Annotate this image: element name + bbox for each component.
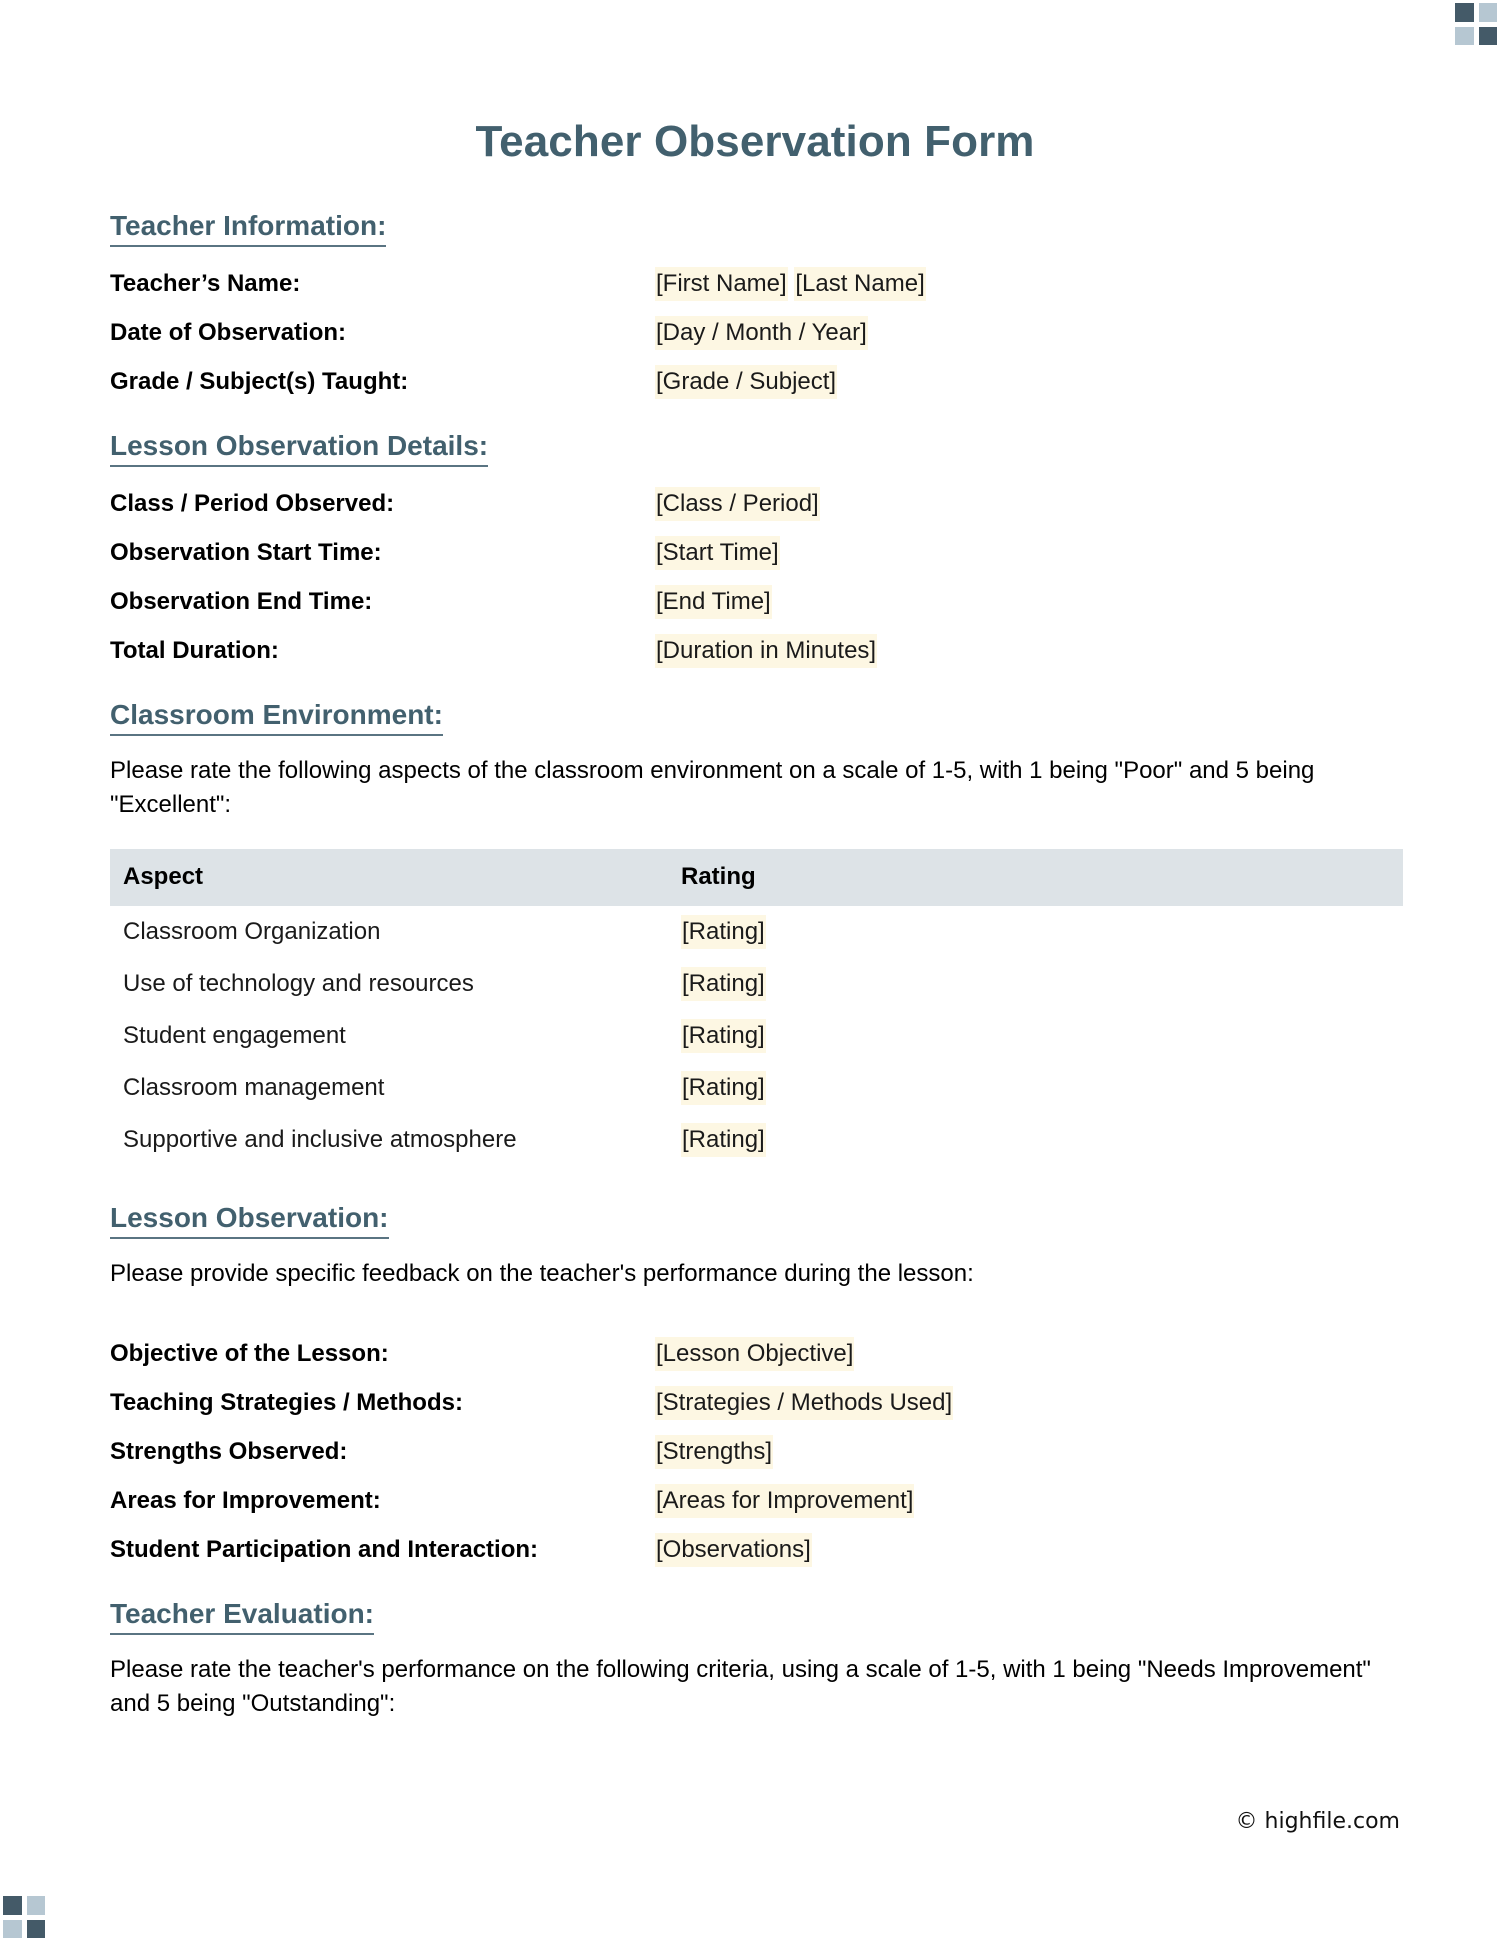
placeholder-token[interactable]: [Last Name] — [794, 267, 925, 301]
section-heading-lesson-observation-details: Lesson Observation Details: — [110, 428, 488, 467]
field-row-grade-subject-taught — [110, 370, 1400, 394]
field-label: Total Duration: — [110, 637, 279, 665]
field-label: Grade / Subject(s) Taught: — [110, 368, 409, 396]
corner-square-4 — [1479, 27, 1498, 46]
placeholder-token[interactable]: [End Time] — [655, 585, 772, 619]
field-value[interactable] — [655, 1486, 914, 1514]
placeholder-token[interactable]: [Rating] — [681, 1123, 766, 1157]
field-label: Date of Observation: — [110, 319, 347, 347]
field-row-student-participation-and-interaction — [110, 1535, 1400, 1563]
field-value[interactable] — [655, 1339, 854, 1367]
corner-decoration-bottom-left — [3, 1896, 45, 1938]
field-row-areas-for-improvement — [110, 1486, 1400, 1514]
corner-square-1 — [1455, 3, 1474, 22]
corner-square-2 — [1479, 3, 1498, 22]
section-teacher-information — [110, 208, 1400, 394]
table-row — [110, 1062, 1403, 1114]
placeholder-token[interactable]: [First Name] — [655, 267, 788, 301]
spacer — [110, 1562, 1400, 1596]
spacer — [110, 1166, 1400, 1200]
column-header-rating: Rating — [668, 849, 1403, 906]
cell-rating[interactable] — [668, 1114, 1403, 1166]
table-row — [110, 906, 1403, 958]
section-heading-teacher-evaluation: Teacher Evaluation: — [110, 1596, 374, 1635]
corner-decoration-top-right — [1455, 3, 1497, 45]
field-value[interactable] — [655, 321, 868, 345]
table-header-row — [110, 849, 1403, 906]
field-value[interactable] — [655, 272, 926, 296]
heading-wrap — [110, 1200, 1400, 1239]
field-row-observation-end-time — [110, 590, 1400, 614]
placeholder-token[interactable]: [Strategies / Methods Used] — [655, 1386, 953, 1420]
section-lesson-observation — [110, 1200, 1400, 1562]
table-row — [110, 1010, 1403, 1062]
cell-aspect: Supportive and inclusive atmosphere — [123, 1125, 517, 1153]
table-body — [110, 906, 1403, 1166]
section-teacher-evaluation — [110, 1596, 1400, 1721]
spacer — [110, 663, 1400, 697]
lesson-observation-instruction: Please provide specific feedback on the teacher's performance during the lesson: — [110, 1259, 974, 1287]
field-label: Strengths Observed: — [110, 1437, 348, 1465]
heading-wrap — [110, 697, 1400, 736]
corner-square-1 — [3, 1896, 22, 1915]
placeholder-token[interactable]: [Strengths] — [655, 1435, 773, 1469]
cell-rating[interactable] — [668, 906, 1403, 958]
cell-rating[interactable] — [668, 958, 1403, 1010]
classroom-environment-instruction: Please rate the following aspects of the classroom environment on a scale of 1-5, with 1 being "Poor" and 5 being "Excellent": — [110, 757, 1315, 819]
field-value[interactable] — [655, 1437, 773, 1465]
footer-credit: © highfile.com — [1235, 1809, 1400, 1834]
field-label: Class / Period Observed: — [110, 490, 395, 518]
table-head — [110, 849, 1403, 906]
section-heading-classroom-environment: Classroom Environment: — [110, 697, 443, 736]
field-value[interactable] — [655, 1388, 953, 1416]
field-label: Teacher’s Name: — [110, 270, 301, 298]
table-row — [110, 958, 1403, 1010]
field-label: Areas for Improvement: — [110, 1486, 381, 1514]
field-value[interactable] — [655, 1535, 812, 1563]
field-value[interactable] — [655, 370, 837, 394]
section-classroom-environment — [110, 697, 1400, 1165]
field-value[interactable] — [655, 639, 877, 663]
placeholder-token[interactable]: [Lesson Objective] — [655, 1337, 854, 1371]
field-label: Student Participation and Interaction: — [110, 1535, 539, 1563]
field-value[interactable] — [655, 541, 780, 565]
field-row-class-period-observed — [110, 492, 1400, 516]
cell-aspect: Use of technology and resources — [123, 969, 474, 997]
field-row-teaching-strategies-methods — [110, 1388, 1400, 1416]
field-row-total-duration — [110, 639, 1400, 663]
cell-aspect: Classroom Organization — [123, 917, 381, 945]
field-label: Observation Start Time: — [110, 539, 382, 567]
field-label: Teaching Strategies / Methods: — [110, 1388, 463, 1416]
placeholder-token[interactable]: [Grade / Subject] — [655, 365, 837, 399]
field-label: Objective of the Lesson: — [110, 1339, 389, 1367]
table-row — [110, 1114, 1403, 1166]
placeholder-token[interactable]: [Rating] — [681, 967, 766, 1001]
cell-aspect: Student engagement — [123, 1021, 346, 1049]
field-label: Observation End Time: — [110, 588, 373, 616]
field-row-observation-start-time — [110, 541, 1400, 565]
placeholder-token[interactable]: [Class / Period] — [655, 487, 820, 521]
placeholder-token[interactable]: [Areas for Improvement] — [655, 1484, 914, 1518]
corner-square-4 — [27, 1920, 46, 1939]
placeholder-token[interactable]: [Rating] — [681, 1071, 766, 1105]
field-row-strengths-observed — [110, 1437, 1400, 1465]
spacer — [110, 166, 1400, 208]
corner-square-3 — [3, 1920, 22, 1939]
cell-rating[interactable] — [668, 1062, 1403, 1114]
section-lesson-observation-details — [110, 428, 1400, 663]
placeholder-token[interactable]: [Rating] — [681, 915, 766, 949]
page-title: Teacher Observation Form — [475, 117, 1035, 166]
field-row-objective-of-the-lesson — [110, 1339, 1400, 1367]
teacher-evaluation-instruction: Please rate the teacher's performance on the following criteria, using a scale of 1-5, with 1 being "Needs Improvement" and 5 being "Outstanding": — [110, 1655, 1371, 1717]
placeholder-token[interactable]: [Day / Month / Year] — [655, 316, 868, 350]
field-row-date-of-observation — [110, 321, 1400, 345]
placeholder-token[interactable]: [Observations] — [655, 1533, 812, 1567]
field-value[interactable] — [655, 492, 820, 516]
section-heading-lesson-observation: Lesson Observation: — [110, 1200, 389, 1239]
heading-wrap — [110, 1596, 1400, 1635]
section-heading-teacher-information: Teacher Information: — [110, 208, 386, 247]
corner-square-2 — [27, 1896, 46, 1915]
field-row-teachers-name — [110, 272, 1400, 296]
field-value[interactable] — [655, 590, 772, 614]
placeholder-token[interactable]: [Duration in Minutes] — [655, 634, 877, 668]
spacer — [110, 394, 1400, 428]
cell-rating[interactable] — [668, 1010, 1403, 1062]
placeholder-token[interactable]: [Rating] — [681, 1019, 766, 1053]
document-content — [110, 0, 1400, 1721]
placeholder-token[interactable]: [Start Time] — [655, 536, 780, 570]
column-header-aspect: Aspect — [110, 849, 668, 906]
cell-aspect: Classroom management — [123, 1073, 385, 1101]
heading-wrap — [110, 428, 1400, 467]
classroom-environment-rating-table — [110, 849, 1403, 1166]
corner-square-3 — [1455, 27, 1474, 46]
heading-wrap — [110, 208, 1400, 247]
spacer — [110, 1291, 1400, 1317]
